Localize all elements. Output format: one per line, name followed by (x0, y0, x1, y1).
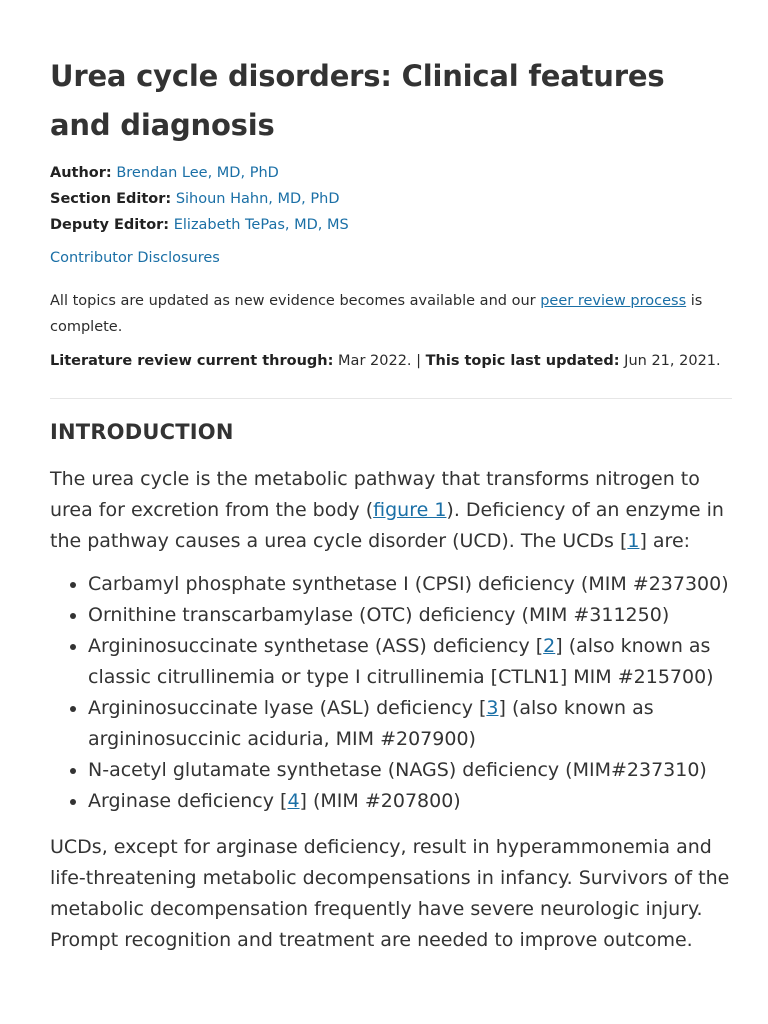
list-item (88, 693, 732, 755)
list-item-text: ] (also known as classic citrullinemia or type I citrullinemia [CTLN1] MIM #215700) (88, 635, 714, 688)
page-title: Urea cycle disorders: Clinical features and diagnosis (50, 59, 665, 142)
section-divider (50, 398, 732, 399)
last-updated-value: Jun 21, 2021. (619, 353, 721, 369)
list-item (88, 755, 732, 786)
list-item-text: N-acetyl glutamate synthetase (NAGS) deficiency (MIM#237310) (88, 759, 707, 781)
ucd-list (50, 569, 732, 817)
author-link[interactable]: Brendan Lee, MD, PhD (116, 165, 279, 181)
list-item-text: Arginase deficiency [ (88, 790, 288, 812)
list-item-text: Argininosuccinate lyase (ASL) deficiency [ (88, 697, 487, 719)
list-item-text: ] (MIM #207800) (299, 790, 461, 812)
closing-paragraph: UCDs, except for arginase deficiency, result in hyperammonemia and life-threatening metabolic decompensations in infancy. Survivors of the metabolic decompensation frequently have severe neurologic injury. Prompt recognition and treatment are needed to improve outcome. (50, 836, 730, 951)
introduction-paragraph (50, 464, 732, 557)
reference-3-link[interactable]: 3 (486, 697, 499, 719)
deputy-editor-label: Deputy Editor: (50, 217, 170, 233)
list-item-text: Ornithine transcarbamylase (OTC) deficiency (MIM #311250) (88, 604, 670, 626)
list-item (88, 786, 732, 817)
section-editor-label: Section Editor: (50, 191, 172, 207)
author-label: Author: (50, 165, 112, 181)
review-dates (50, 348, 732, 374)
literature-review-label: Literature review current through: (50, 353, 334, 369)
reference-4-link[interactable]: 4 (287, 790, 300, 812)
contributor-disclosures-link[interactable]: Contributor Disclosures (50, 250, 220, 266)
list-item (88, 569, 732, 600)
reference-1-link[interactable]: 1 (627, 530, 640, 552)
literature-review-value: Mar 2022. | (333, 353, 426, 369)
figure-1-link[interactable]: figure 1 (373, 499, 447, 521)
introduction-heading: INTRODUCTION (50, 420, 234, 444)
list-item (88, 600, 732, 631)
intro-text-1: The urea cycle is the metabolic pathway that transforms nitrogen to urea for excretion from the body ( (50, 468, 700, 521)
byline (50, 160, 732, 238)
list-item-text: Argininosuccinate synthetase (ASS) deficiency [ (88, 635, 544, 657)
peer-review-process-link[interactable]: peer review process (540, 293, 687, 309)
list-item-text: ] (also known as argininosuccinic aciduria, MIM #207900) (88, 697, 654, 750)
section-editor-row (50, 186, 732, 212)
deputy-editor-link[interactable]: Elizabeth TePas, MD, MS (173, 217, 349, 233)
intro-text-3: ] are: (639, 530, 691, 552)
list-item (88, 631, 732, 693)
intro-text-2: ). Deficiency of an enzyme in the pathway causes a urea cycle disorder (UCD). The UCDs [ (50, 499, 724, 552)
section-editor-link[interactable]: Sihoun Hahn, MD, PhD (175, 191, 340, 207)
reference-2-link[interactable]: 2 (543, 635, 556, 657)
deputy-editor-row (50, 212, 732, 238)
update-note-text-after: is complete. (50, 293, 703, 335)
author-row (50, 160, 732, 186)
update-note (50, 288, 732, 340)
update-note-text-before: All topics are updated as new evidence becomes available and our (50, 293, 541, 309)
list-item-text: Carbamyl phosphate synthetase I (CPSI) deficiency (MIM #237300) (88, 573, 729, 595)
last-updated-label: This topic last updated: (425, 353, 620, 369)
